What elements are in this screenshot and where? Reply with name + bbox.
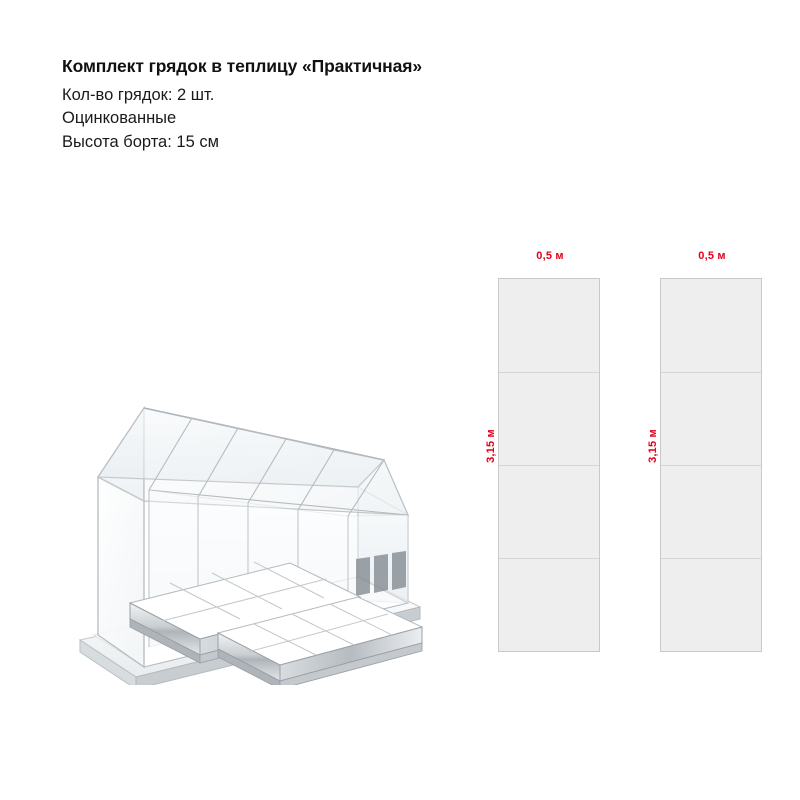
bed-dimension-diagrams <box>470 250 770 670</box>
page-title: Комплект грядок в теплицу «Практичная» <box>62 56 422 76</box>
bed-2-width-label: 0,5 м <box>698 250 726 262</box>
bed-2-divider-2 <box>661 465 761 466</box>
bed-1-width-label: 0,5 м <box>536 250 564 262</box>
spec-line-material: Оцинкованные <box>62 109 177 128</box>
spec-line-height: Высота борта: 15 см <box>62 132 219 151</box>
bed-2-divider-3 <box>661 558 761 559</box>
greenhouse-roof <box>98 408 408 515</box>
product-header <box>62 56 622 154</box>
bed-2-divider-1 <box>661 372 761 373</box>
greenhouse-svg <box>40 215 460 685</box>
bed-1-divider-1 <box>499 372 599 373</box>
spec-line-quantity: Кол-во грядок: 2 шт. <box>62 85 215 104</box>
bed-1-length-label: 3,15 м <box>484 429 497 463</box>
bed-2-length-label: 3,15 м <box>646 429 659 463</box>
bed-1-divider-2 <box>499 465 599 466</box>
bed-2-rectangle <box>660 278 762 652</box>
bed-1-rectangle <box>498 278 600 652</box>
bed-1-divider-3 <box>499 558 599 559</box>
greenhouse-illustration <box>40 215 460 685</box>
